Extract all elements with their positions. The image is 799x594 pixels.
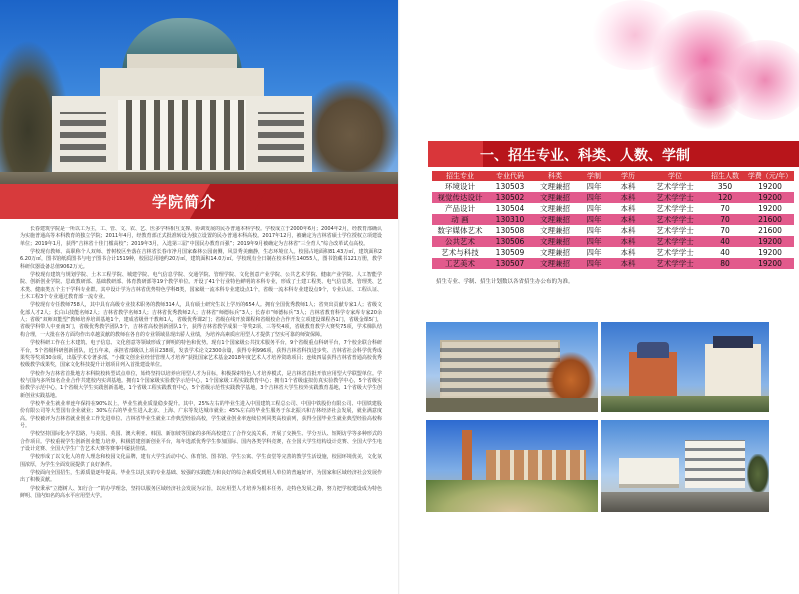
table-cell: 本科	[610, 214, 646, 225]
col-header: 学费（元/年）	[747, 172, 793, 180]
col-header: 学历	[610, 171, 646, 181]
admission-note: 招生专业、学制、招生计划数以各省招生办公布的为准。	[436, 279, 574, 285]
col-header: 专业代码	[488, 171, 532, 181]
table-cell: 本科	[610, 203, 646, 214]
table-cell: 艺术学学士	[646, 225, 704, 236]
table-cell: 70	[704, 203, 746, 214]
table-row	[432, 192, 794, 203]
table-cell: 文理兼招	[532, 192, 578, 203]
table-cell: 四年	[578, 247, 610, 258]
table-cell: 工艺美术	[432, 258, 488, 269]
table-cell: 环境设计	[432, 181, 488, 192]
table-cell: 艺术学学士	[646, 214, 704, 225]
table-cell: 文理兼招	[532, 181, 578, 192]
campus-building-photo	[0, 0, 400, 200]
table-row	[432, 181, 794, 192]
table-row	[432, 214, 794, 225]
table-cell: 四年	[578, 258, 610, 269]
table-cell: 四年	[578, 225, 610, 236]
table-cell: 40	[704, 247, 746, 258]
table-cell: 艺术学学士	[646, 258, 704, 269]
admission-section-bar	[428, 141, 799, 167]
table-cell: 视觉传达设计	[432, 192, 488, 203]
table-cell: 120	[704, 192, 746, 203]
table-cell: 130504	[488, 203, 532, 214]
section-title-bar	[0, 184, 400, 219]
table-cell: 文理兼招	[532, 225, 578, 236]
table-cell: 130310	[488, 214, 532, 225]
table-cell: 70	[704, 225, 746, 236]
table-cell: 130507	[488, 258, 532, 269]
table-cell: 数字媒体艺术	[432, 225, 488, 236]
table-cell: 艺术与科技	[432, 247, 488, 258]
intro-paragraph: 学校坚持国际化办学思路，与美国、英国、澳大利亚、韩国、新加坡等国家的多所高校建立了合作交流关系，开展了交换生、学分互认、短期访学等多种形式的合作项目。学校重视学生创新创业能力培养，积极搭建创新创业平台，每年选派优秀学生参加国际、国内各类学科竞赛，在全国大学生结构设计竞赛、全国大学生电子设计竞赛、全国大学生广告艺术大赛等赛事中屡获佳绩。	[20, 431, 382, 452]
intro-paragraph: 学校作为吉林省首批地方本科院校转型试点单位，始终坚持以培养应用型人才为目标，积极探索特色人才培养模式，是吉林省首批开放应用型大学联盟单位。学校与国内多所知名企业合作共建校内实训基地。拥有1个国家级实验教学示范中心，1个国家级工程实践教育中心；拥有1个省级虚拟仿真实验教学中心，5个省级实验教学示范中心，1个省级大学生实践创新基地，1个省级工程实践教育中心，5个省级示范性实践教学基地，3个吉林省大学生校外实践教育基地，1个省级大学生创新创业实践基地。	[20, 370, 382, 399]
intro-paragraph: 学校毕业生就业率连年保持在90%以上，毕业生就业质量稳步提升。其中，25%左右的毕业生进入中国建筑工程总公司、中国中铁股份有限公司、中国铁建股份有限公司等大型国有企业就业；30%左右的毕业生进入北京、上海、广东等发达城市就业；45%左右的毕业生服务于东北振兴和吉林经济社会发展，就业满意度高。学校被评为吉林省就业创业工作先进单位、吉林省毕业生就业工作典型经验高校，学生就业创业率连续位列同类高校前列，获得全国毕业生就业典型经验高校称号。	[20, 400, 382, 429]
table-cell: 文理兼招	[532, 203, 578, 214]
table-cell: 130502	[488, 192, 532, 203]
table-cell: 130509	[488, 247, 532, 258]
intro-paragraph: 长春建筑学院是一所以工为主，工、管、文、农、艺、医多学科相互支撑、协调发展的民办普通本科学校。学校成立于2000年6月；2004年2月，经教育部确认为实施普通高等本科教育的独立学院；2011年4月，经教育部正式批准转设为独立设置的民办普通本科高校。2017年12月，被确定为吉林省硕士学位授权立项建设单位；2019年1月，获得“吉林省十佳门槛高校”；2019年3月，入选第三届“中国民办教育百强”；2019年9月被确定为吉林省“三全育人”综合改革试点高校。	[20, 226, 382, 247]
intro-paragraph: 学校形成了以文化人的育人理念和校园文化品牌，建有大学生活动中心、体育馆、图书馆、学生公寓、学生食堂等完善的教学生活设施，校园环境优美，文化氛围浓厚，为学生全面发展提供了良好条件。	[20, 454, 382, 468]
intro-paragraph: 学校现有建筑与规划学院、土木工程学院、城建学院、电气信息学院、交通学院、管理学院、文化创意产业学院、公共艺术学院、健康产业学院、人工智能学院、创新创业学院、思政教研部、基础教研部、体育教研部等19个教学单位。开设了41个行业特色鲜明的本科专业，形成了土建工程类、电气信息类、管理类、艺术类、健康类五个主干学科专业群。其中设计学为吉林省优势特色学科B类，国家级一流本科专业建设点1个，省级一流本科专业建设点9个，专业认证、工程认证、土木工程3个专业通过教育部一流专业。	[20, 272, 382, 301]
table-header-row	[432, 171, 794, 181]
table-cell: 40	[704, 236, 746, 247]
intro-paragraph: 学校现有教师、高职称个人双师、普树校区坐落在吉林省长春市净月国家森林公园南侧，风景秀美幽静，生态环境宜人。校园占地面积81.43万㎡，建筑面积26.20万㎡，图书馆纸质图书与电子图书合计1519种，校园总用地约20万㎡，建筑面积14.0万㎡。学校现有全日制在校本科生14055人，图书馆藏书121万册，教学科研仪器设备总值9062万元。	[20, 249, 382, 270]
col-header: 招生人数	[704, 171, 746, 181]
table-cell: 本科	[610, 225, 646, 236]
pink-flower-decoration	[580, 0, 799, 140]
table-cell: 艺术学学士	[646, 192, 704, 203]
table-row	[432, 203, 794, 214]
table-cell: 文理兼招	[532, 258, 578, 269]
table-cell: 19200	[746, 258, 794, 269]
table-cell: 艺术学学士	[646, 181, 704, 192]
table-cell: 19200	[746, 247, 794, 258]
table-cell: 130503	[488, 181, 532, 192]
intro-paragraph: 学校面向全国招生，生源质量逐年提高。毕业生以扎实的专业基础、较强的实践能力和良好的综合素质受到用人单位的普遍好评，为国家和区域经济社会发展作出了积极贡献。	[20, 470, 382, 484]
table-cell: 350	[704, 181, 746, 192]
table-cell: 本科	[610, 236, 646, 247]
table-cell: 19200	[746, 192, 794, 203]
table-cell: 文理兼招	[532, 236, 578, 247]
table-cell: 19200	[746, 236, 794, 247]
table-cell: 130506	[488, 236, 532, 247]
table-row	[432, 225, 794, 236]
table-cell: 本科	[610, 181, 646, 192]
table-row	[432, 258, 794, 269]
campus-photo-3	[426, 420, 598, 512]
table-cell: 艺术学学士	[646, 236, 704, 247]
table-cell: 四年	[578, 203, 610, 214]
table-cell: 艺术学学士	[646, 247, 704, 258]
table-cell: 130508	[488, 225, 532, 236]
table-cell: 文理兼招	[532, 214, 578, 225]
campus-photo-4	[601, 420, 769, 512]
intro-paragraph: 学校秉承“立德树人、知行合一”的办学理念，坚持以服务区域经济社会发展为宗旨，以应用型人才培养为根本任务，走特色发展之路，努力把学校建设成为特色鲜明、国内知名的高水平应用型大学。	[20, 485, 382, 500]
table-cell: 文理兼招	[532, 247, 578, 258]
col-header: 学位	[646, 171, 704, 181]
col-header: 招生专业	[432, 171, 488, 181]
table-cell: 四年	[578, 192, 610, 203]
col-header: 学制	[578, 171, 610, 181]
table-cell: 19200	[746, 181, 794, 192]
table-cell: 动 画	[432, 214, 488, 225]
table-cell: 产品设计	[432, 203, 488, 214]
college-intro-text	[20, 226, 382, 590]
campus-photo-2	[601, 322, 769, 412]
table-row	[432, 247, 794, 258]
table-cell: 21600	[746, 214, 794, 225]
table-cell: 公共艺术	[432, 236, 488, 247]
admission-table	[432, 171, 794, 269]
intro-paragraph: 学校科研工作在土木建筑、电子信息、文化创意等领域形成了鲜明的特色和优势。现有1个国家级公共技术服务平台，9个省级重点科研平台，7个校企联合科研平台，5个省级科研创新团队，近五年来，承担省部级以上项目238项，发表学术论文2300余篇，获得专利996项，获得吉林省科技进步奖、吉林省社会科学优秀成果奖等奖项30余项，出版学术专著多部，“小微文创企业经营管理人才培养”获批国家艺术基金2018年度艺术人才培养资助项目；连续四届获得吉林省普通高校优秀校级教学成果奖，国家文化科技提升计划项目列入首批建设单位。	[20, 340, 382, 369]
campus-photo-1	[426, 322, 598, 412]
table-cell: 本科	[610, 258, 646, 269]
table-cell: 70	[704, 214, 746, 225]
admission-section-title: 一、招生专业、科类、人数、学制	[480, 148, 690, 164]
section-title: 学院简介	[152, 193, 217, 211]
table-cell: 四年	[578, 214, 610, 225]
table-cell: 19200	[746, 203, 794, 214]
table-cell: 80	[704, 258, 746, 269]
col-header: 科类	[532, 171, 578, 181]
table-cell: 本科	[610, 247, 646, 258]
table-row	[432, 236, 794, 247]
right-page	[400, 0, 799, 594]
table-cell: 21600	[746, 225, 794, 236]
table-cell: 艺术学学士	[646, 203, 704, 214]
table-cell: 四年	[578, 181, 610, 192]
intro-paragraph: 学校现有专任教师758人，其中具有高级专业技术职务的教师314人，具有硕士研究生以上学历的654人。拥有全国优秀教师1人；省突出贡献专家1人；省级文化部人才2人；长白山技能名师2人；吉林省教学名师3人；吉林省优秀教师2人；吉林省“师德标兵”3人；长春市“师德标兵”3人；吉林省教育科学专家库专家20余人；省级“双师双能型”教师培养培训基地1个，建成省级骨干教师1人，省级优秀课2门；省级在线开放课程和省级校企合作开发立项建设课程各1门，省级金课5门，省级学科带人中亚南3门，省级优秀教学团队3个，吉林省高校创新团队1个，获得吉林省教学成果一等奖2项、三等奖4项，省级教育教学大赛奖75项，学术梯队结构合理，一大批在各方面均作出卓越贡献的教师在各自的专业领域显现出骄人业绩，为培养高素质应用型人才提供了坚实可靠的师资保障。	[20, 302, 382, 338]
table-cell: 本科	[610, 192, 646, 203]
table-cell: 四年	[578, 236, 610, 247]
